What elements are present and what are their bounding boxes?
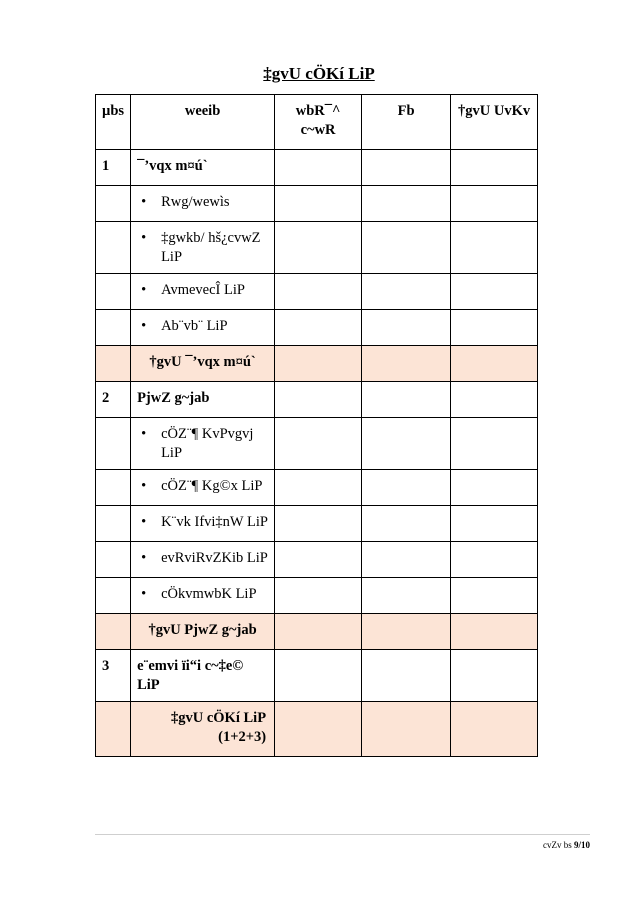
serial-cell (96, 506, 131, 542)
footer-divider (95, 834, 590, 835)
amount-cell (451, 542, 538, 578)
amount-cell (362, 506, 451, 542)
line-item (131, 542, 275, 578)
amount-cell (362, 542, 451, 578)
section-row (96, 382, 538, 418)
amount-cell (362, 382, 451, 418)
amount-cell (451, 310, 538, 346)
line-item-label: K¨vk Ifvi‡nW LiP (161, 514, 268, 530)
line-item-label: Rwg/wewìs (161, 194, 230, 210)
amount-cell (275, 222, 362, 274)
amount-cell (275, 382, 362, 418)
amount-cell (275, 150, 362, 186)
bullet-icon: • (141, 550, 147, 566)
page-footer (543, 840, 590, 850)
amount-cell (362, 614, 451, 650)
amount-cell (362, 578, 451, 614)
line-item (131, 186, 275, 222)
amount-cell (275, 650, 362, 702)
table-row (96, 310, 538, 346)
serial-cell (96, 578, 131, 614)
amount-cell (451, 650, 538, 702)
bullet-icon: • (141, 426, 147, 442)
amount-cell (451, 614, 538, 650)
amount-cell (275, 506, 362, 542)
serial-cell (96, 222, 131, 274)
amount-cell (451, 150, 538, 186)
serial-cell (96, 542, 131, 578)
amount-cell (275, 578, 362, 614)
amount-cell (362, 418, 451, 470)
header-loan: Fb (362, 95, 451, 150)
table-row (96, 222, 538, 274)
section-number: 1 (96, 150, 131, 186)
table-row (96, 542, 538, 578)
table-row (96, 274, 538, 310)
amount-cell (275, 418, 362, 470)
amount-cell (275, 186, 362, 222)
line-item-label: AvmevecÎ LiP (161, 282, 245, 298)
grand-total-row (96, 702, 538, 757)
subtotal-label: †gvU PjwZ g~jab (131, 614, 275, 650)
bullet-icon: • (141, 586, 147, 602)
serial-cell (96, 346, 131, 382)
header-total: †gvU UvKv (451, 95, 538, 150)
bullet-icon: • (141, 478, 147, 494)
line-item (131, 274, 275, 310)
bullet-icon: • (141, 318, 147, 334)
subtotal-label: †gvU ¯’vqx m¤ú` (131, 346, 275, 382)
table-row (96, 470, 538, 506)
amount-cell (275, 542, 362, 578)
amount-cell (451, 222, 538, 274)
amount-cell (275, 274, 362, 310)
amount-cell (275, 310, 362, 346)
amount-cell (362, 186, 451, 222)
subtotal-row (96, 614, 538, 650)
serial-cell (96, 186, 131, 222)
line-item-label: evRviRvZKib LiP (161, 550, 268, 566)
amount-cell (451, 418, 538, 470)
header-description: weeib (131, 95, 275, 150)
bullet-icon: • (141, 230, 147, 246)
header-row (96, 95, 538, 150)
budget-table (95, 94, 538, 757)
amount-cell (451, 346, 538, 382)
amount-cell (451, 470, 538, 506)
section-row (96, 150, 538, 186)
amount-cell (362, 650, 451, 702)
table-row (96, 418, 538, 470)
bullet-icon: • (141, 194, 147, 210)
subtotal-row (96, 346, 538, 382)
amount-cell (451, 506, 538, 542)
line-item-label: ‡gwkb/ hš¿cvwZ LiP (161, 230, 261, 265)
amount-cell (451, 274, 538, 310)
line-item-label: cÖZ¨¶ KvPvgvj LiP (161, 426, 254, 461)
page-number: 9/10 (573, 840, 590, 850)
line-item (131, 578, 275, 614)
section-heading: PjwZ g~jab (131, 382, 275, 418)
amount-cell (451, 702, 538, 757)
table-row (96, 578, 538, 614)
serial-cell (96, 418, 131, 470)
serial-cell (96, 614, 131, 650)
amount-cell (275, 346, 362, 382)
header-serial: µbs (96, 95, 131, 150)
amount-cell (275, 702, 362, 757)
amount-cell (451, 382, 538, 418)
line-item (131, 506, 275, 542)
amount-cell (362, 702, 451, 757)
section-heading: e¨emvi ïi“i c~‡e© LiP (131, 650, 275, 702)
amount-cell (362, 310, 451, 346)
section-heading: ¯’vqx m¤ú` (131, 150, 275, 186)
amount-cell (451, 578, 538, 614)
line-item-label: Ab¨vb¨ LiP (161, 318, 228, 334)
line-item (131, 418, 275, 470)
amount-cell (362, 470, 451, 506)
amount-cell (362, 150, 451, 186)
page-title: ‡gvU cÖKí LiP (263, 64, 375, 83)
section-number: 2 (96, 382, 131, 418)
serial-cell (96, 310, 131, 346)
line-item-label: cÖkvmwbK LiP (161, 586, 257, 602)
bullet-icon: • (141, 514, 147, 530)
line-item (131, 470, 275, 506)
section-row (96, 650, 538, 702)
table-row (96, 186, 538, 222)
bullet-icon: • (141, 282, 147, 298)
amount-cell (362, 222, 451, 274)
grand-total-label: ‡gvU cÖKí LiP (1+2+3) (131, 702, 275, 757)
amount-cell (275, 614, 362, 650)
line-item (131, 310, 275, 346)
serial-cell (96, 470, 131, 506)
header-own-capital: wbR¯^ c~wR (275, 95, 362, 150)
amount-cell (362, 346, 451, 382)
amount-cell (362, 274, 451, 310)
line-item-label: cÖZ¨¶ Kg©x LiP (161, 478, 263, 494)
serial-cell (96, 274, 131, 310)
section-number: 3 (96, 650, 131, 702)
amount-cell (275, 470, 362, 506)
line-item (131, 222, 275, 274)
page-label: cvZv bs (542, 840, 574, 850)
table-row (96, 506, 538, 542)
serial-cell (96, 702, 131, 757)
amount-cell (451, 186, 538, 222)
